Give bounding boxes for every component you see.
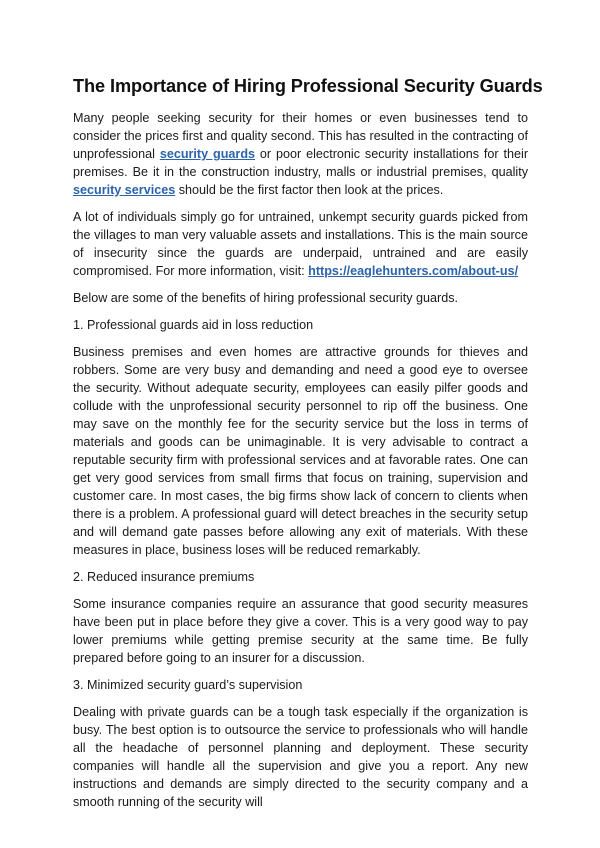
about-us-link[interactable]: https://eaglehunters.com/about-us/	[308, 264, 519, 278]
section-heading-supervision: 3. Minimized security guard’s supervision	[73, 678, 303, 692]
insurance-paragraph: Some insurance companies require an assurance that good security measures have been put in place before they give a cover. This is a very good way to pay lower premiums while getting premise security at the same time. Be fully prepared before going to an insurer for a discussion.	[73, 597, 528, 665]
document-title: The Importance of Hiring Professional Security Guards	[73, 76, 543, 96]
security-services-link[interactable]: security services	[73, 183, 176, 197]
untrained-guards-paragraph	[73, 208, 528, 280]
benefits-intro: Below are some of the benefits of hiring professional security guards.	[73, 291, 459, 305]
security-guards-link[interactable]: security guards	[159, 147, 256, 161]
untrained-text: A lot of individuals simply go for untrained, unkempt security guards picked from the villages to man very valuable assets and installations. This is the main source of insecurity since the guards are underpaid, untrained and are easily compromised. For more information, visit:	[73, 210, 528, 278]
intro-text-3: should be the first factor then look at the prices.	[175, 183, 444, 197]
supervision-paragraph: Dealing with private guards can be a tough task especially if the organization is busy. The best option is to outsource the service to professionals who will handle all the headache of personnel planning and deployment. These security companies will handle all the supervision and give you a report. Any new instructions and demands are simply directed to the security company and a smooth running of the security will	[73, 705, 528, 809]
document-page	[73, 74, 543, 820]
loss-reduction-paragraph: Business premises and even homes are attractive grounds for thieves and robbers. Some are very busy and demanding and need a good eye to oversee the security. Without adequate security, employees can easily pilfer goods and collude with the unprofessional security personnel to rip off the business. One may save on the monthly fee for the security service but the loss in terms of materials and goods can be unimaginable. It is very advisable to contract a reputable security firm with professional services and at favorable rates. One can get very good services from small firms that focus on training, supervision and customer care. In most cases, the big firms show lack of concern to clients when there is a problem. A professional guard will detect breaches in the security setup and will demand gate passes before allowing any exit of materials. With these measures in place, business loses will be reduced remarkably.	[73, 345, 528, 557]
section-heading-insurance: 2. Reduced insurance premiums	[73, 570, 255, 584]
intro-text-1: Many people seeking security for their homes or even businesses tend to consider the prices first and quality second. This has resulted in the contracting of unprofessional	[73, 111, 528, 161]
intro-paragraph	[73, 109, 528, 199]
section-heading-loss-reduction: 1. Professional guards aid in loss reduction	[73, 318, 314, 332]
intro-text-2: or poor electronic security installations for their premises. Be it in the construction industry, malls or industrial premises, quality	[73, 147, 529, 179]
